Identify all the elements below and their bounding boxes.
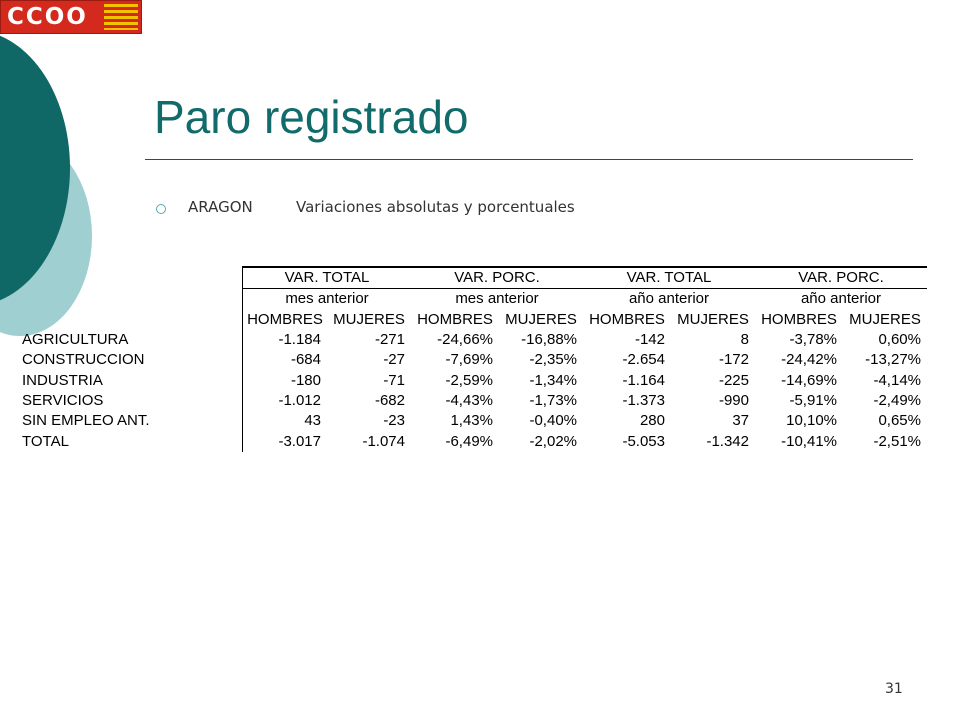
title-divider [145, 159, 913, 160]
table-row [22, 330, 927, 350]
page-title: Paro registrado [154, 91, 469, 143]
table-cell: -2,49% [873, 391, 921, 409]
column-header: MUJERES [677, 310, 749, 328]
table-cell: -6,49% [445, 432, 493, 450]
table-cell: -682 [374, 391, 405, 409]
subtitle-description: Variaciones absolutas y porcentuales [296, 198, 575, 216]
table-cell: 37 [732, 412, 749, 430]
table-cell: -23 [383, 412, 405, 430]
table-cell: 0,60% [878, 331, 921, 349]
table-cell: -2,02% [529, 432, 577, 450]
logo-text: CCOO [7, 4, 88, 30]
table-cell: -1.074 [362, 432, 405, 450]
table-cell: -24,66% [437, 331, 493, 349]
period-header: año anterior [800, 290, 882, 308]
table-row [22, 411, 927, 431]
table-body [22, 330, 927, 452]
column-header: HOMBRES [243, 310, 328, 330]
group-header: VAR. TOTAL [583, 267, 755, 289]
table-cell: -1.184 [243, 330, 328, 350]
bullet-icon [156, 204, 166, 214]
table-cell: -14,69% [781, 371, 837, 389]
table-cell: -13,27% [865, 351, 921, 369]
table-cell: 10,10% [786, 412, 837, 430]
table-cell: -16,88% [521, 331, 577, 349]
table-cell: -142 [634, 331, 665, 349]
table-cell: -990 [718, 391, 749, 409]
table-cell: -1.342 [706, 432, 749, 450]
period-header-row [22, 289, 927, 310]
table-cell: -27 [383, 351, 405, 369]
table-cell: -1,34% [529, 371, 577, 389]
group-header-row [22, 267, 927, 289]
row-label: SIN EMPLEO ANT. [22, 412, 150, 430]
table-cell: -180 [243, 370, 328, 390]
table-cell: -3,78% [789, 331, 837, 349]
column-header: HOMBRES [761, 310, 837, 328]
table-cell: -271 [374, 331, 405, 349]
table-cell: -0,40% [529, 412, 577, 430]
group-header: VAR. TOTAL [243, 267, 412, 289]
column-header: HOMBRES [417, 310, 493, 328]
subtitle-region: ARAGON [188, 198, 253, 216]
column-header: MUJERES [505, 310, 577, 328]
group-header: VAR. PORC. [755, 267, 927, 289]
column-header: MUJERES [333, 310, 405, 328]
column-header: HOMBRES [589, 310, 665, 328]
row-label: TOTAL [22, 432, 69, 450]
table-cell: -2,35% [529, 351, 577, 369]
group-header: VAR. PORC. [411, 267, 583, 289]
aragon-flag-icon [104, 4, 138, 30]
table-row [22, 370, 927, 390]
table-cell: -684 [243, 350, 328, 370]
table-cell: -5,91% [789, 391, 837, 409]
row-label: CONSTRUCCION [22, 351, 145, 369]
table-row [22, 431, 927, 451]
table-cell: -172 [718, 351, 749, 369]
table-cell: -5.053 [622, 432, 665, 450]
table-cell: -71 [383, 371, 405, 389]
table-cell: -1,73% [529, 391, 577, 409]
row-label: INDUSTRIA [22, 371, 103, 389]
table-cell: -2,51% [873, 432, 921, 450]
table-cell: -24,42% [781, 351, 837, 369]
table-cell: 43 [243, 411, 328, 431]
sex-header-row [22, 310, 927, 330]
table-cell: -10,41% [781, 432, 837, 450]
table-cell: -2.654 [622, 351, 665, 369]
period-header: año anterior [628, 290, 710, 308]
row-label: SERVICIOS [22, 391, 104, 409]
table-row [22, 350, 927, 370]
table-cell: -1.012 [243, 391, 328, 411]
table-cell: 8 [740, 331, 749, 349]
table-cell: -1.164 [622, 371, 665, 389]
table-cell: -1.373 [622, 391, 665, 409]
table-cell: 0,65% [878, 412, 921, 430]
table-cell: -3.017 [243, 431, 328, 451]
period-header: mes anterior [243, 289, 412, 310]
table-cell: -7,69% [445, 351, 493, 369]
table-cell: -4,14% [873, 371, 921, 389]
unemployment-table [22, 266, 927, 452]
table-cell: -2,59% [445, 371, 493, 389]
table-cell: 1,43% [450, 412, 493, 430]
page-number: 31 [885, 681, 903, 697]
period-header: mes anterior [455, 290, 539, 308]
table-cell: -4,43% [445, 391, 493, 409]
row-label: AGRICULTURA [22, 331, 129, 349]
table-row [22, 391, 927, 411]
table-cell: -225 [718, 371, 749, 389]
table-cell: 280 [639, 412, 665, 430]
column-header: MUJERES [849, 310, 921, 328]
